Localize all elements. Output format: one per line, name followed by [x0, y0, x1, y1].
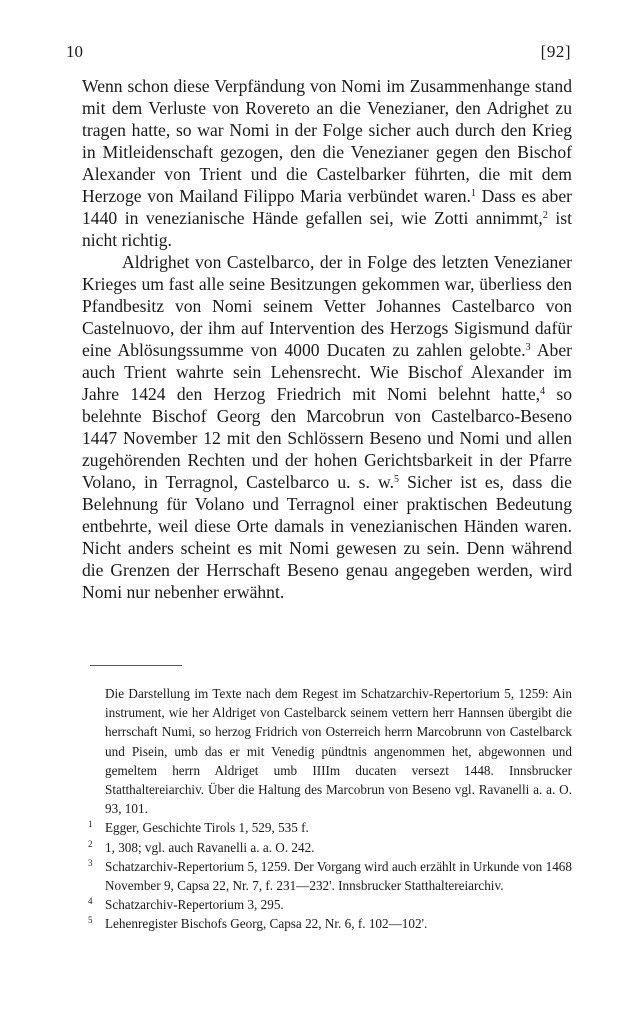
footnote-mark: 5 — [88, 915, 93, 926]
paragraph-1-part-b: Dass es aber 1440 in venezianische Hände gefallen sei, wie Zotti annimmt, — [82, 186, 572, 228]
paragraph-1-part-c: ist nicht richtig. — [82, 208, 572, 250]
paragraph-2-part-b: Aber auch Trient wahrte sein Lehensrecht. Wie Bischof Alexander im Jahre 1424 den Herzog Friedrich mit Nomi belehnt hatte, — [82, 340, 572, 404]
paragraph-1 — [82, 75, 572, 251]
footnote-ref-5: 5 — [393, 474, 399, 485]
footnote-5 — [88, 914, 572, 933]
footnote-mark: 4 — [88, 896, 93, 907]
footnote-list — [88, 818, 572, 933]
footnote-mark: 3 — [88, 857, 93, 868]
running-header — [66, 42, 571, 66]
main-text — [82, 75, 572, 603]
footnote-ref-2: 2 — [542, 210, 548, 221]
footnote-text: Lehenregister Bischofs Georg, Capsa 22, Nr. 6, f. 102—102'. — [105, 916, 428, 932]
footnote-text: Schatzarchiv-Repertorium 5, 1259. Der Vorgang wird auch erzählt in Urkunde von 1468 November 9, Capsa 22, Nr. 7, f. 231—232'. Innsbrucker Statthaltereiarchiv. — [105, 858, 572, 894]
footnote-text: 1, 308; vgl. auch Ravanelli a. a. O. 242. — [105, 839, 315, 855]
footnote-ref-1: 1 — [470, 188, 476, 199]
paragraph-2 — [82, 251, 572, 603]
archive-page-reference: [92] — [540, 42, 571, 61]
paragraph-2-part-a: Aldrighet von Castelbarco, der in Folge des letzten Venezianer Krieges um fast alle seine Besitzungen gekommen war, überliess den Pfandbesitz von Nomi seinem Vetter Johannes Castelbarco von Castelnuovo, der ihm auf Intervention des Herzogs Sigismund dafür eine Ablösungssumme von 4000 Ducaten zu zahlen gelobte. — [82, 252, 572, 360]
paragraph-2-part-c: so belehnte Bischof Georg den Marcobrun von Castelbarco-Beseno 1447 November 12 mit den Schlössern Beseno und Nomi und allen zugehörenden Rechten und der hohen Gerichtsbarkeit in der Pfarre Volano, in Terragnol, Castelbarco u. s. w. — [82, 384, 572, 492]
page-number: 10 — [66, 42, 83, 61]
footnotes — [88, 684, 572, 934]
footnote-ref-4: 4 — [540, 386, 546, 397]
footnote-separator — [90, 665, 182, 666]
paragraph-2-part-d: Sicher ist es, dass die Belehnung für Volano und Terragnol einer praktischen Bedeutung entbehrte, weil diese Orte damals in venezianischen Händen waren. Nicht anders scheint es mit Nomi gewesen zu sein. Denn während die Grenzen der Herrschaft Beseno genau angegeben werden, wird Nomi nur nebenher erwähnt. — [82, 472, 572, 602]
footnote-ref-3: 3 — [525, 342, 531, 353]
footnote-4 — [88, 895, 572, 914]
footnote-text: Egger, Geschichte Tirols 1, 529, 535 f. — [105, 820, 309, 836]
footnote-text: Schatzarchiv-Repertorium 3, 295. — [105, 897, 284, 913]
footnote-intro: Die Darstellung im Texte nach dem Regest im Schatzarchiv-Repertorium 5, 1259: Ain instrument, wie her Aldriget von Castelbarck seinem vettern herr Hannsen übergibt die herrschaft Numi, so herzog Fridrich von Osterreich herrn Marcobrunn von Castelbarck und Pisein, umb das er mit Venedig pündtnis angenommen het, abgewonnen und gemeltem herrn Aldriget umb IIIIm ducaten versezt 1448. Innsbrucker Statthaltereiarchiv. Über die Haltung des Marcobrun von Beseno vgl. Ravanelli a. a. O. 93, 101. — [105, 686, 572, 817]
footnote-1 — [88, 818, 572, 837]
footnote-3 — [88, 857, 572, 895]
footnote-mark: 1 — [88, 819, 93, 830]
footnote-2 — [88, 838, 572, 857]
paragraph-1-part-a: Wenn schon diese Verpfändung von Nomi im Zusammenhange stand mit dem Verluste von Rovereto an die Venezianer, den Adrighet zu tragen hatte, so war Nomi in der Folge sicher auch durch den Krieg in Mitleidenschaft gezogen, den die Venezianer gegen den Bischof Alexander von Trient und die Castelbarker führten, die mit dem Herzoge von Mailand Filippo Maria verbündet waren. — [82, 76, 572, 206]
footnote-mark: 2 — [88, 838, 93, 849]
